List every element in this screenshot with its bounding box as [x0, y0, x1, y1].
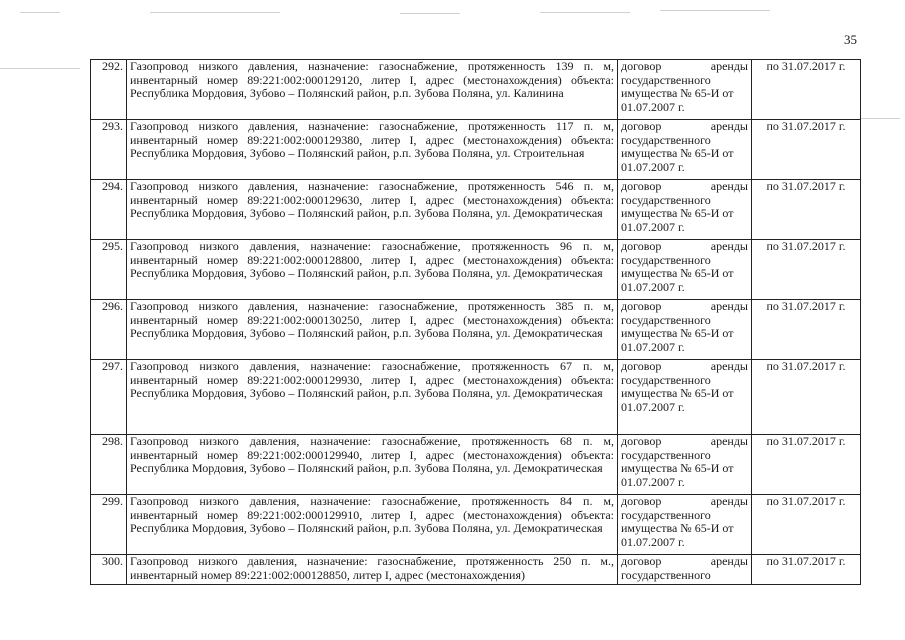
object-description: Газопровод низкого давления, назначение: газоснабжение, протяженность 84 п. м, инвентарный номер 89:221:002:000129910, литер I, адрес (местонахождения) объекта: Республика Мордовия, Зубово – Полянский район, р.п. Зубова Поляна, ул. Демократическая: [127, 495, 618, 555]
table-row: [91, 360, 861, 435]
doc-word-contract: договор: [621, 299, 662, 313]
doc-details: государственного имущества № 65-И от 01.07.2007 г.: [621, 192, 734, 234]
scan-artifact: [0, 68, 80, 69]
table-row: [91, 180, 861, 240]
doc-details: государственного имущества № 65-И от 01.07.2007 г.: [621, 72, 734, 114]
object-description: Газопровод низкого давления, назначение: газоснабжение, протяженность 546 п. м, инвентарный номер 89:221:002:000129630, литер I, адрес (местонахождения) объекта: Республика Мордовия, Зубово – Полянский район, р.п. Зубова Поляна, ул. Демократическая: [127, 180, 618, 240]
property-registry-table: [90, 59, 861, 585]
lease-term: по 31.07.2017 г.: [752, 120, 861, 180]
row-number: 292.: [91, 60, 127, 120]
doc-details: государственного: [621, 567, 711, 582]
doc-word-lease: аренды: [710, 554, 748, 568]
doc-word-contract: договор: [621, 494, 662, 508]
lease-term: по 31.07.2017 г.: [752, 60, 861, 120]
doc-word-contract: договор: [621, 179, 662, 193]
doc-word-contract: договор: [621, 59, 662, 73]
object-description: Газопровод низкого давления, назначение: газоснабжение, протяженность 250 п. м., инвентарный номер 89:221:002:000128850, литер I, адрес (местонахождения): [127, 555, 618, 585]
doc-word-lease: аренды: [710, 119, 748, 133]
table-row: [91, 435, 861, 495]
lease-agreement: [618, 360, 752, 435]
lease-term: по 31.07.2017 г.: [752, 180, 861, 240]
lease-term: по 31.07.2017 г.: [752, 435, 861, 495]
table-row: [91, 300, 861, 360]
lease-agreement: [618, 240, 752, 300]
doc-word-contract: договор: [621, 359, 662, 373]
object-description: Газопровод низкого давления, назначение: газоснабжение, протяженность 68 п. м, инвентарный номер 89:221:002:000129940, литер I, адрес (местонахождения) объекта: Республика Мордовия, Зубово – Полянский район, р.п. Зубова Поляна, ул. Демократическая: [127, 435, 618, 495]
doc-details: государственного имущества № 65-И от 01.07.2007 г.: [621, 132, 734, 174]
scan-artifact: [20, 12, 60, 13]
doc-details: государственного имущества № 65-И от 01.07.2007 г.: [621, 372, 734, 414]
row-number: 299.: [91, 495, 127, 555]
lease-agreement: [618, 435, 752, 495]
doc-details: государственного имущества № 65-И от 01.07.2007 г.: [621, 252, 734, 294]
scan-artifact: [150, 12, 280, 13]
scan-artifact: [540, 12, 630, 13]
doc-word-contract: договор: [621, 554, 662, 568]
lease-agreement: [618, 60, 752, 120]
lease-agreement: [618, 180, 752, 240]
lease-term: по 31.07.2017 г.: [752, 240, 861, 300]
table-row: [91, 240, 861, 300]
scan-artifact: [860, 118, 900, 119]
doc-word-lease: аренды: [710, 434, 748, 448]
table-row: [91, 555, 861, 585]
lease-term: по 31.07.2017 г.: [752, 360, 861, 435]
object-description: Газопровод низкого давления, назначение: газоснабжение, протяженность 385 п. м, инвентарный номер 89:221:002:000130250, литер I, адрес (местонахождения) объекта: Республика Мордовия, Зубово – Полянский район, р.п. Зубова Поляна, ул. Демократическая: [127, 300, 618, 360]
row-number: 293.: [91, 120, 127, 180]
doc-word-contract: договор: [621, 239, 662, 253]
object-description: Газопровод низкого давления, назначение: газоснабжение, протяженность 117 п. м, инвентарный номер 89:221:002:000129380, литер I, адрес (местонахождения) объекта: Республика Мордовия, Зубово – Полянский район, р.п. Зубова Поляна, ул. Строительная: [127, 120, 618, 180]
object-description: Газопровод низкого давления, назначение: газоснабжение, протяженность 96 п. м, инвентарный номер 89:221:002:000128800, литер I, адрес (местонахождения) объекта: Республика Мордовия, Зубово – Полянский район, р.п. Зубова Поляна, ул. Демократическая: [127, 240, 618, 300]
row-number: 300.: [91, 555, 127, 585]
lease-agreement: [618, 555, 752, 585]
lease-term: по 31.07.2017 г.: [752, 495, 861, 555]
doc-details: государственного имущества № 65-И от 01.07.2007 г.: [621, 447, 734, 489]
lease-agreement: [618, 495, 752, 555]
doc-word-lease: аренды: [710, 494, 748, 508]
doc-word-lease: аренды: [710, 59, 748, 73]
row-number: 294.: [91, 180, 127, 240]
lease-term: по 31.07.2017 г.: [752, 555, 861, 585]
lease-agreement: [618, 120, 752, 180]
doc-word-lease: аренды: [710, 239, 748, 253]
page-number: 35: [844, 32, 857, 47]
doc-word-lease: аренды: [710, 179, 748, 193]
row-number: 295.: [91, 240, 127, 300]
doc-details: государственного имущества № 65-И от 01.07.2007 г.: [621, 312, 734, 354]
row-number: 296.: [91, 300, 127, 360]
table-row: [91, 120, 861, 180]
table-row: [91, 495, 861, 555]
doc-word-contract: договор: [621, 434, 662, 448]
object-description: Газопровод низкого давления, назначение: газоснабжение, протяженность 139 п. м, инвентарный номер 89:221:002:000129120, литер I, адрес (местонахождения) объекта: Республика Мордовия, Зубово – Полянский район, р.п. Зубова Поляна, ул. Калинина: [127, 60, 618, 120]
row-number: 297.: [91, 360, 127, 435]
scan-artifact: [660, 10, 770, 11]
doc-word-lease: аренды: [710, 359, 748, 373]
lease-agreement: [618, 300, 752, 360]
lease-term: по 31.07.2017 г.: [752, 300, 861, 360]
scan-artifact: [400, 13, 460, 14]
doc-details: государственного имущества № 65-И от 01.07.2007 г.: [621, 507, 734, 549]
doc-word-lease: аренды: [710, 299, 748, 313]
doc-word-contract: договор: [621, 119, 662, 133]
table-row: [91, 60, 861, 120]
object-description: Газопровод низкого давления, назначение: газоснабжение, протяженность 67 п. м, инвентарный номер 89:221:002:000129930, литер I, адрес (местонахождения) объекта: Республика Мордовия, Зубово – Полянский район, р.п. Зубова Поляна, ул. Демократическая: [127, 360, 618, 435]
row-number: 298.: [91, 435, 127, 495]
